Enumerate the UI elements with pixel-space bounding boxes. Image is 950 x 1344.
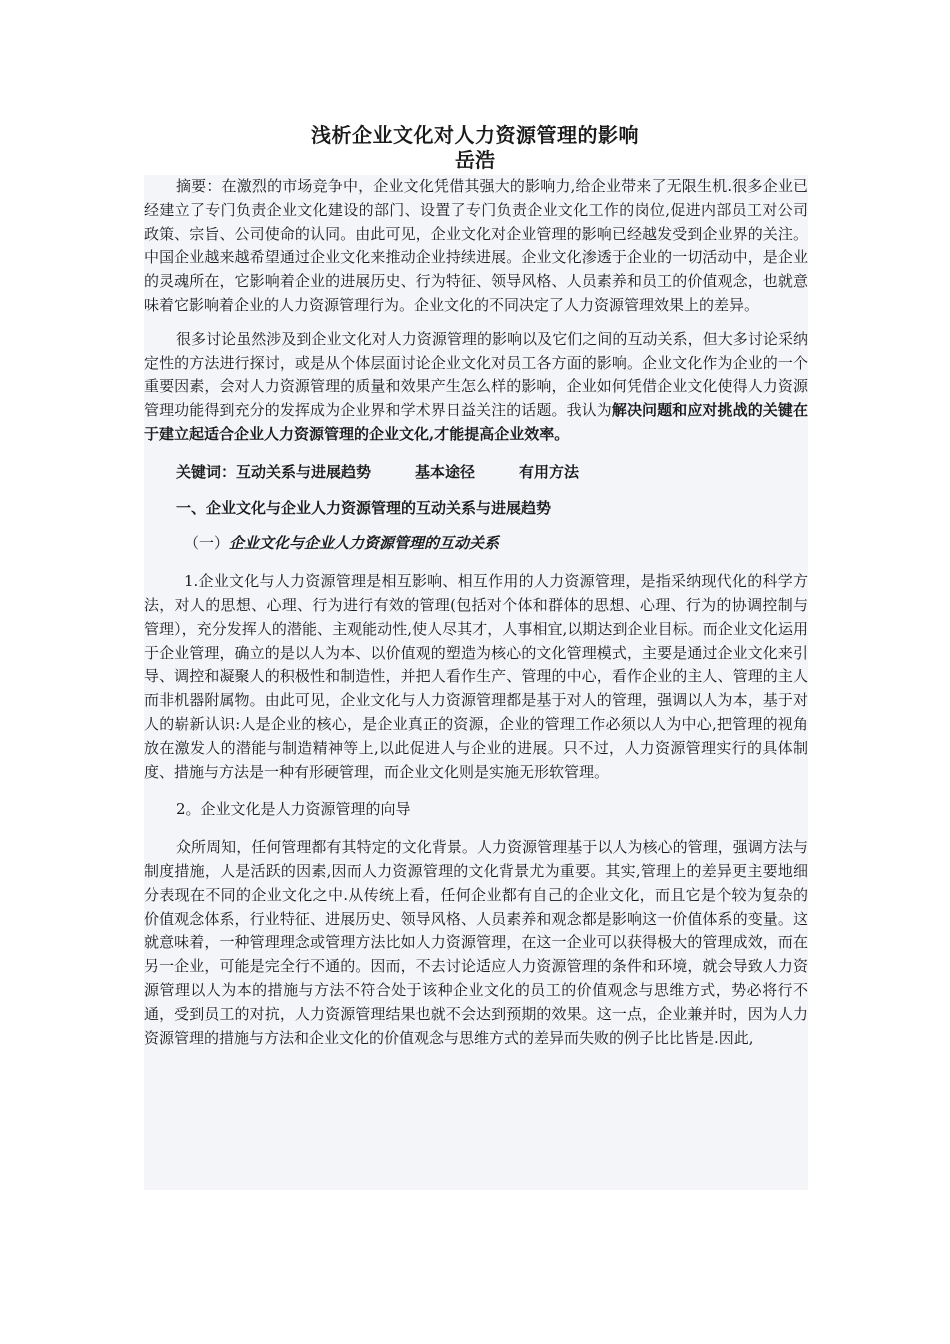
keywords-line — [144, 461, 808, 485]
abstract-paragraph-2 — [144, 328, 808, 447]
subsection-prefix: （一） — [184, 534, 230, 553]
keyword-item: 基本途径 — [415, 462, 476, 481]
body-paragraph: 1.企业文化与人力资源管理是相互影响、相互作用的人力资源管理，是指采纳现代化的科学方法，对人的思想、心理、行为进行有效的管理(包括对个体和群体的思想、心理、行为的协调控制与管理），充分发挥人的潜能、主观能动性,使人尽其才，人事相宜,以期达到企业目标。而企业文化运用于企业管理，确立的是以人为本、以价值观的塑造为核心的文化管理模式，主要是通过企业文化来引导、调控和凝聚人的积极性和制造性，并把人看作生产、管理的中心，看作企业的主人、管理的主人而非机器附属物。由此可见，企业文化与人力资源管理都是基于对人的管理，强调以人为本，基于对人的崭新认识:人是企业的核心，是企业真正的资源，企业的管理工作必须以人为中心,把管理的视角放在激发人的潜能与制造精神等上,以此促进人与企业的进展。只不过，人力资源管理实行的具体制度、措施与方法是一种有形硬管理，而企业文化则是实施无形软管理。 — [144, 572, 808, 781]
keywords-label: 关键词：互动关系与进展趋势 — [176, 462, 372, 481]
subsection-heading — [144, 532, 808, 556]
numbered-heading: 2。企业文化是人力资源管理的向导 — [176, 800, 411, 819]
body-paragraph: 众所周知，任何管理都有其特定的文化背景。人力资源管理基于以人为核心的管理，强调方法与制度措施，人是活跃的因素,因而人力资源管理的文化背景尤为重要。其实,管理上的差异更主要地细分表现在不同的企业文化之中.从传统上看，任何企业都有自己的企业文化，而且它是个较为复杂的价值观念体系，行业特征、进展历史、领导风格、人员素养和观念都是影响这一价值体系的变量。这就意味着，一种管理理念或管理方法比如人力资源管理，在这一企业可以获得极大的管理成效，而在另一企业，可能是完全行不通的。因而，不去讨论适应人力资源管理的条件和环境，就会导致人力资源管理以人为本的措施与方法不符合处于该种企业文化的员工的价值观念与思维方式，势必将行不通，受到员工的对抗，人力资源管理结果也就不会达到预期的效果。这一点，企业兼并时，因为人力资源管理的措施与方法和企业文化的价值观念与思维方式的差异而失败的例子比比皆是.因此, — [144, 838, 808, 1047]
document-author: 岳浩 — [455, 148, 495, 172]
abstract-paragraph: 摘要：在激烈的市场竞争中，企业文化凭借其强大的影响力,给企业带来了无限生机.很多企业已经建立了专门负责企业文化建设的部门、设置了专门负责企业文化工作的岗位,促进内部员工对公司政策、宗旨、公司使命的认同。由此可见，企业文化对企业管理的影响已经越发受到企业界的关注。中国企业越来越希望通过企业文化来推动企业持续进展。企业文化渗透于企业的一切活动中，是企业的灵魂所在，它影响着企业的进展历史、行为特征、领导风格、人员素养和员工的价值观念，也就意味着它影响着企业的人力资源管理行为。企业文化的不同决定了人力资源管理效果上的差异。 — [144, 177, 808, 314]
abstract-bold-text: 解决问题和应对挑战的关键在于建立起适合企业人力资源管理的企业文化,才能提高企业效率。 — [144, 401, 808, 443]
abstract-text: 很多讨论虽然涉及到企业文化对人力资源管理的影响以及它们之间的互动关系，但大多讨论采纳定性的方法进行探讨，或是从个体层面讨论企业文化对员工各方面的影响。企业文化作为企业的一个重要因素，会对人力资源管理的质量和效果产生怎么样的影响，企业如何凭借企业文化使得人力资源管理功能得到充分的发挥成为企业界和学术界日益关注的话题。我认为 — [144, 329, 808, 420]
document-body — [144, 175, 808, 1190]
subsection-title: 企业文化与企业人力资源管理的互动关系 — [229, 534, 500, 553]
keyword-item: 有用方法 — [519, 462, 580, 481]
document-title: 浅析企业文化对人力资源管理的影响 — [311, 123, 639, 147]
section-heading: 一、企业文化与企业人力资源管理的互动关系与进展趋势 — [176, 498, 552, 517]
